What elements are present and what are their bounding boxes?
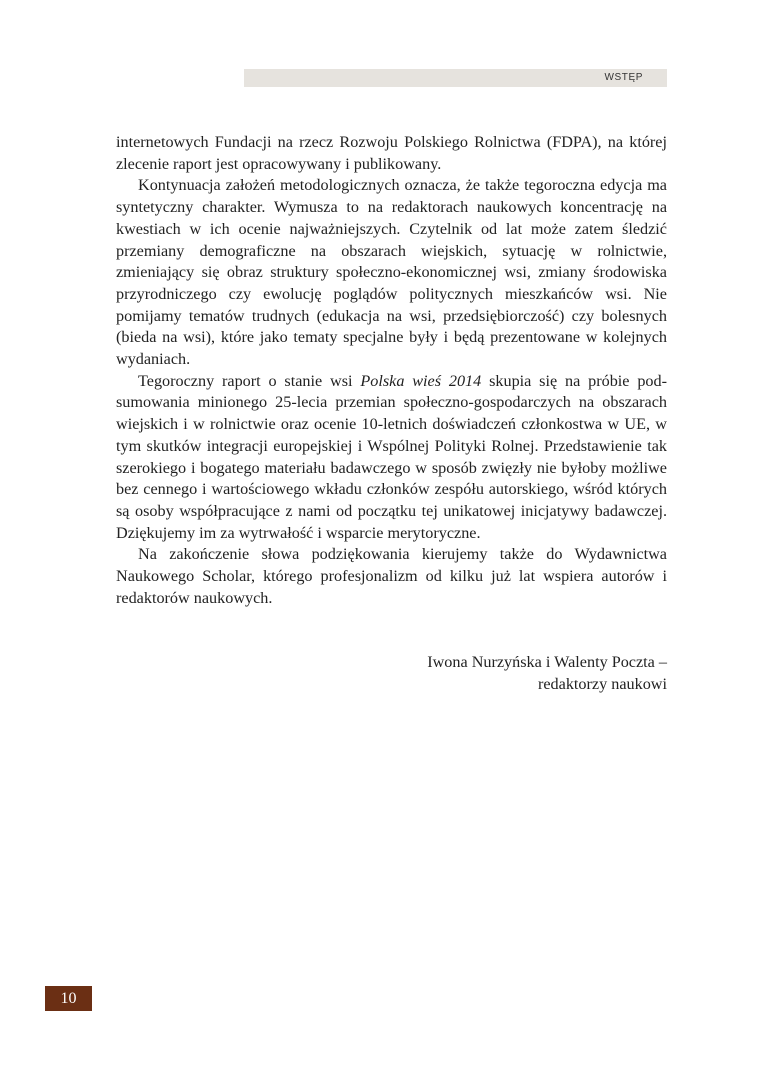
page-number: 10 [60,990,77,1007]
page-number-badge [45,986,92,1011]
signature-names: Iwona Nurzyńska i Walenty Poczta – [427,653,667,671]
paragraph-3-text-start: Tegoroczny raport o stanie wsi [138,371,361,390]
paragraph-3 [116,371,667,545]
signature-role: redaktorzy naukowi [537,675,667,693]
running-header-bar [244,69,667,87]
main-text [116,132,667,609]
report-title: Polska wieś 2014 [360,371,482,390]
paragraph-3-text-end: skupia się na próbie podsumowania minionego 25-lecia przemian społeczno-gospodarczych na obszarach wiejskich i w rolnictwie oraz ocenie 10-letnich doświadczeń członkostwa w UE, w tym skutków integracji europejskiej i Wspólnej Polityki Rolnej. Przedstawienie tak szerokiego i bogatego materiału badawczego w sposób zwięzły nie byłoby możliwe bez cennego i wartościowego wkładu członków zespółu autorskiego, wśród których są osoby współpracujące z nami od początku tej unikatowej inicjatywy badawczej. Dziękujemy im za wytrwałość i wsparcie merytoryczne. [116,371,667,542]
paragraph-2: Kontynuacja założeń metodologicznych oznacza, że także tegoroczna edycja ma syntetyczny charakter. Wymusza to na redaktorach naukowych koncentrację na kwestiach w ich ocenie najważniejszych. Czytelnik od lat może zatem śledzić przemiany demograficzne na obszarach wiejskich, sytuację w rolnictwie, zmieniający się obraz struktury społeczno-ekonomicznej wsi, zmiany środowiska przyrodniczego czy ewolucję poglądów politycznych mieszkańców wsi. Nie pomijamy tematów trudnych (edukacja na wsi, przedsiębiorczość) czy bolesnych (bieda na wsi), które jako tematy specjalne były i będą prezentowane w kolejnych wydaniach. [116,176,667,369]
editors-signature [300,651,667,695]
paragraph-4: Na zakończenie słowa podziękowania kierujemy także do Wydawnictwa Naukowego Scholar, którego profesjonalizm od kilku już lat wspiera autorów i redaktorów naukowych. [116,545,667,607]
paragraph-1: internetowych Fundacji na rzecz Rozwoju Polskiego Rolnictwa (FDPA), na której zlecenie raport jest opracowywany i publikowany. [116,133,667,173]
running-header-section-label: WSTĘP [604,72,643,83]
